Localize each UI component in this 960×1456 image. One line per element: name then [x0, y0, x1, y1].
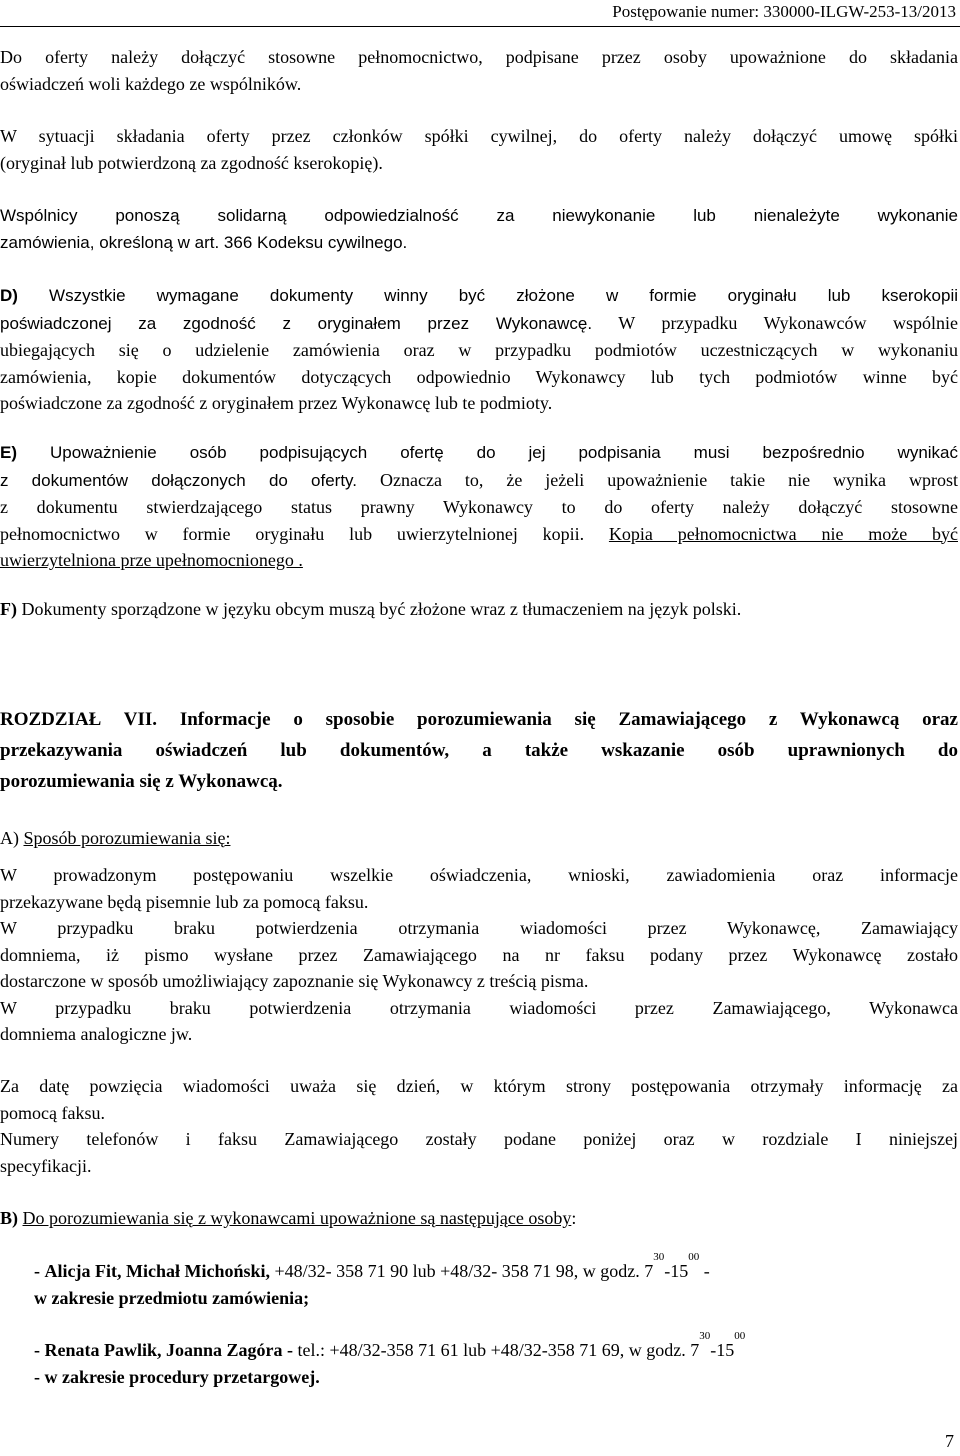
point-marker: F) [0, 599, 17, 619]
text-line: W prowadzonym postępowaniu wszelkie oświadczenia, wnioski, zawiadomienia oraz informacje [0, 865, 958, 885]
text-line: z dokumentu stwierdzającego status prawny Wykonawcy to do oferty należy dołączyć stosowne [0, 497, 958, 517]
hour-sup: 00 [688, 1251, 700, 1263]
text-line [34, 1330, 958, 1364]
text-segment: poświadczonej za zgodność z oryginałem przez Wykonawcę. [0, 313, 593, 333]
text-line: ubiegających się o udzielenie zamówienia oraz w przypadku podmiotów uczestniczących w wykonaniu [0, 340, 958, 360]
text-line [0, 596, 958, 623]
text-line [34, 1251, 958, 1285]
text-line [0, 283, 958, 310]
text-line: pomocą faksu. [0, 1102, 105, 1123]
paragraph-civil-partnership [0, 123, 958, 176]
text-line: uwierzytelniona prze upełnomocnionego . [0, 550, 303, 570]
text-line [0, 440, 958, 467]
dash: - [34, 1261, 40, 1281]
text-line: zamówienia, określoną w art. 366 Kodeksu cywilnego. [0, 232, 408, 252]
header-rule [0, 26, 960, 27]
text-line [0, 310, 958, 338]
section-b-heading [0, 1205, 958, 1232]
section-a-fax-date [0, 1073, 958, 1179]
text-line: (oryginał lub potwierdzoną za zgodność kserokopię). [0, 152, 383, 173]
point-marker: D) [0, 286, 18, 305]
contact-names: - Renata Pawlik, Joanna Zagóra - [34, 1340, 294, 1360]
hour-dash: -15 [664, 1261, 689, 1281]
text-segment: z dokumentów dołączonych do oferty. [0, 470, 358, 490]
colon: : [571, 1208, 577, 1228]
contact-group-1 [34, 1251, 958, 1311]
chapter-label: ROZDZIAŁ VII. [0, 709, 158, 730]
text-segment: pełnomocnictwo w formie oryginału lub uwierzytelnionej kopii. [0, 523, 585, 544]
point-marker: E) [0, 443, 17, 462]
text-line: Numery telefonów i faksu Zamawiającego zostały podane poniżej oraz w rozdziale I niniejszej [0, 1129, 958, 1149]
line-tail: - [699, 1261, 710, 1281]
text-line: W sytuacji składania oferty przez członków spółki cywilnej, do oferty należy dołączyć umowę spółki [0, 126, 958, 146]
chapter-title: Informacje o sposobie porozumiewania się Zamawiającego z Wykonawcą oraz [179, 709, 958, 730]
text-line: przekazywania oświadczeń lub dokumentów, a także wskazanie osób uprawnionych do [0, 740, 958, 761]
text-segment: Oznacza to, że jeżeli upoważnienie takie nie wynika wprost [380, 469, 959, 490]
contact-names: Alicja Fit, Michał Michoński, [44, 1261, 270, 1281]
procedure-number-header: Postępowanie numer: 330000-ILGW-253-13/2013 [612, 2, 956, 21]
text-line: domniema, iż pismo wysłane przez Zamawiającego na nr faksu podany przez Wykonawcę zostało [0, 944, 958, 965]
text-line: Wspólnicy ponoszą solidarną odpowiedzialność za niewykonanie lub nienależyte wykonanie [0, 206, 958, 225]
point-marker: B) [0, 1208, 18, 1228]
text-line [0, 521, 958, 548]
hour-sup: 30 [653, 1251, 665, 1263]
contact-scope: - w zakresie procedury przetargowej. [34, 1366, 320, 1387]
text-line: W przypadku braku potwierdzenia otrzymania wiadomości przez Wykonawcę, Zamawiający [0, 918, 958, 938]
text-line: porozumiewania się z Wykonawcą. [0, 771, 283, 792]
text-line [0, 1205, 958, 1232]
text-segment: Upoważnienie osób podpisujących ofertę do jej podpisania musi bezpośrednio wynikać [49, 443, 959, 462]
contact-phones: tel.: +48/32-358 71 61 lub +48/32-358 71 69, w godz. 7 [293, 1340, 700, 1360]
section-a-body [0, 862, 958, 1048]
text-line: domniema analogiczne jw. [0, 1024, 193, 1044]
paragraph-d-documents [0, 283, 958, 417]
paragraph-joint-liability [0, 203, 958, 256]
text-line: specyfikacji. [0, 1155, 92, 1176]
paragraph-e-authorization [0, 440, 958, 574]
hour-dash: -15 [710, 1340, 735, 1360]
text-line: zamówienia, kopie dokumentów dotyczących odpowiednio Wykonawcy lub tych podmiotów winne być [0, 366, 958, 387]
contact-group-2 [34, 1330, 958, 1390]
point-marker: A) [0, 828, 19, 848]
hour-sup: 30 [699, 1330, 711, 1342]
text-segment: W przypadku Wykonawców wspólnie [618, 312, 958, 333]
section-a-heading [0, 825, 958, 852]
text-line: Za datę powzięcia wiadomości uważa się dzień, w którym strony postępowania otrzymały informację za [0, 1076, 958, 1096]
paragraph-power-of-attorney [0, 44, 958, 97]
section-title: Sposób porozumiewania się: [23, 828, 231, 848]
contact-phones: +48/32- 358 71 90 lub +48/32- 358 71 98, w godz. 7 [274, 1261, 654, 1281]
hour-sup: 00 [734, 1330, 746, 1342]
text-line [0, 704, 958, 735]
text-segment: Wszystkie wymagane dokumenty winny być złożone w formie oryginału lub kserokopii [49, 286, 958, 305]
text-line: poświadczone za zgodność z oryginałem przez Wykonawcę lub te podmioty. [0, 393, 553, 413]
text-line: przekazywane będą pisemnie lub za pomocą faksu. [0, 891, 369, 912]
paragraph-f-translations [0, 596, 958, 623]
section-title: Do porozumiewania się z wykonawcami upoważnione są następujące osoby [22, 1208, 572, 1228]
text-line [0, 825, 958, 852]
text-segment: Dokumenty sporządzone w języku obcym muszą być złożone wraz z tłumaczeniem na język polski. [21, 599, 742, 619]
underlined-segment: Kopia pełnomocnictwa nie może być [608, 523, 958, 544]
text-line: dostarczone w sposób umożliwiający zapoznanie się Wykonawcy z treścią pisma. [0, 971, 589, 991]
page-number: 7 [945, 1431, 954, 1451]
text-line: oświadczeń woli każdego ze wspólników. [0, 73, 302, 94]
text-line: W przypadku braku potwierdzenia otrzymania wiadomości przez Zamawiającego, Wykonawca [0, 997, 958, 1018]
text-line [0, 467, 958, 495]
chapter-heading [0, 704, 958, 797]
text-line: Do oferty należy dołączyć stosowne pełnomocnictwo, podpisane przez osoby upoważnione do składania [0, 47, 958, 67]
contact-scope: w zakresie przedmiotu zamówienia; [34, 1287, 310, 1308]
